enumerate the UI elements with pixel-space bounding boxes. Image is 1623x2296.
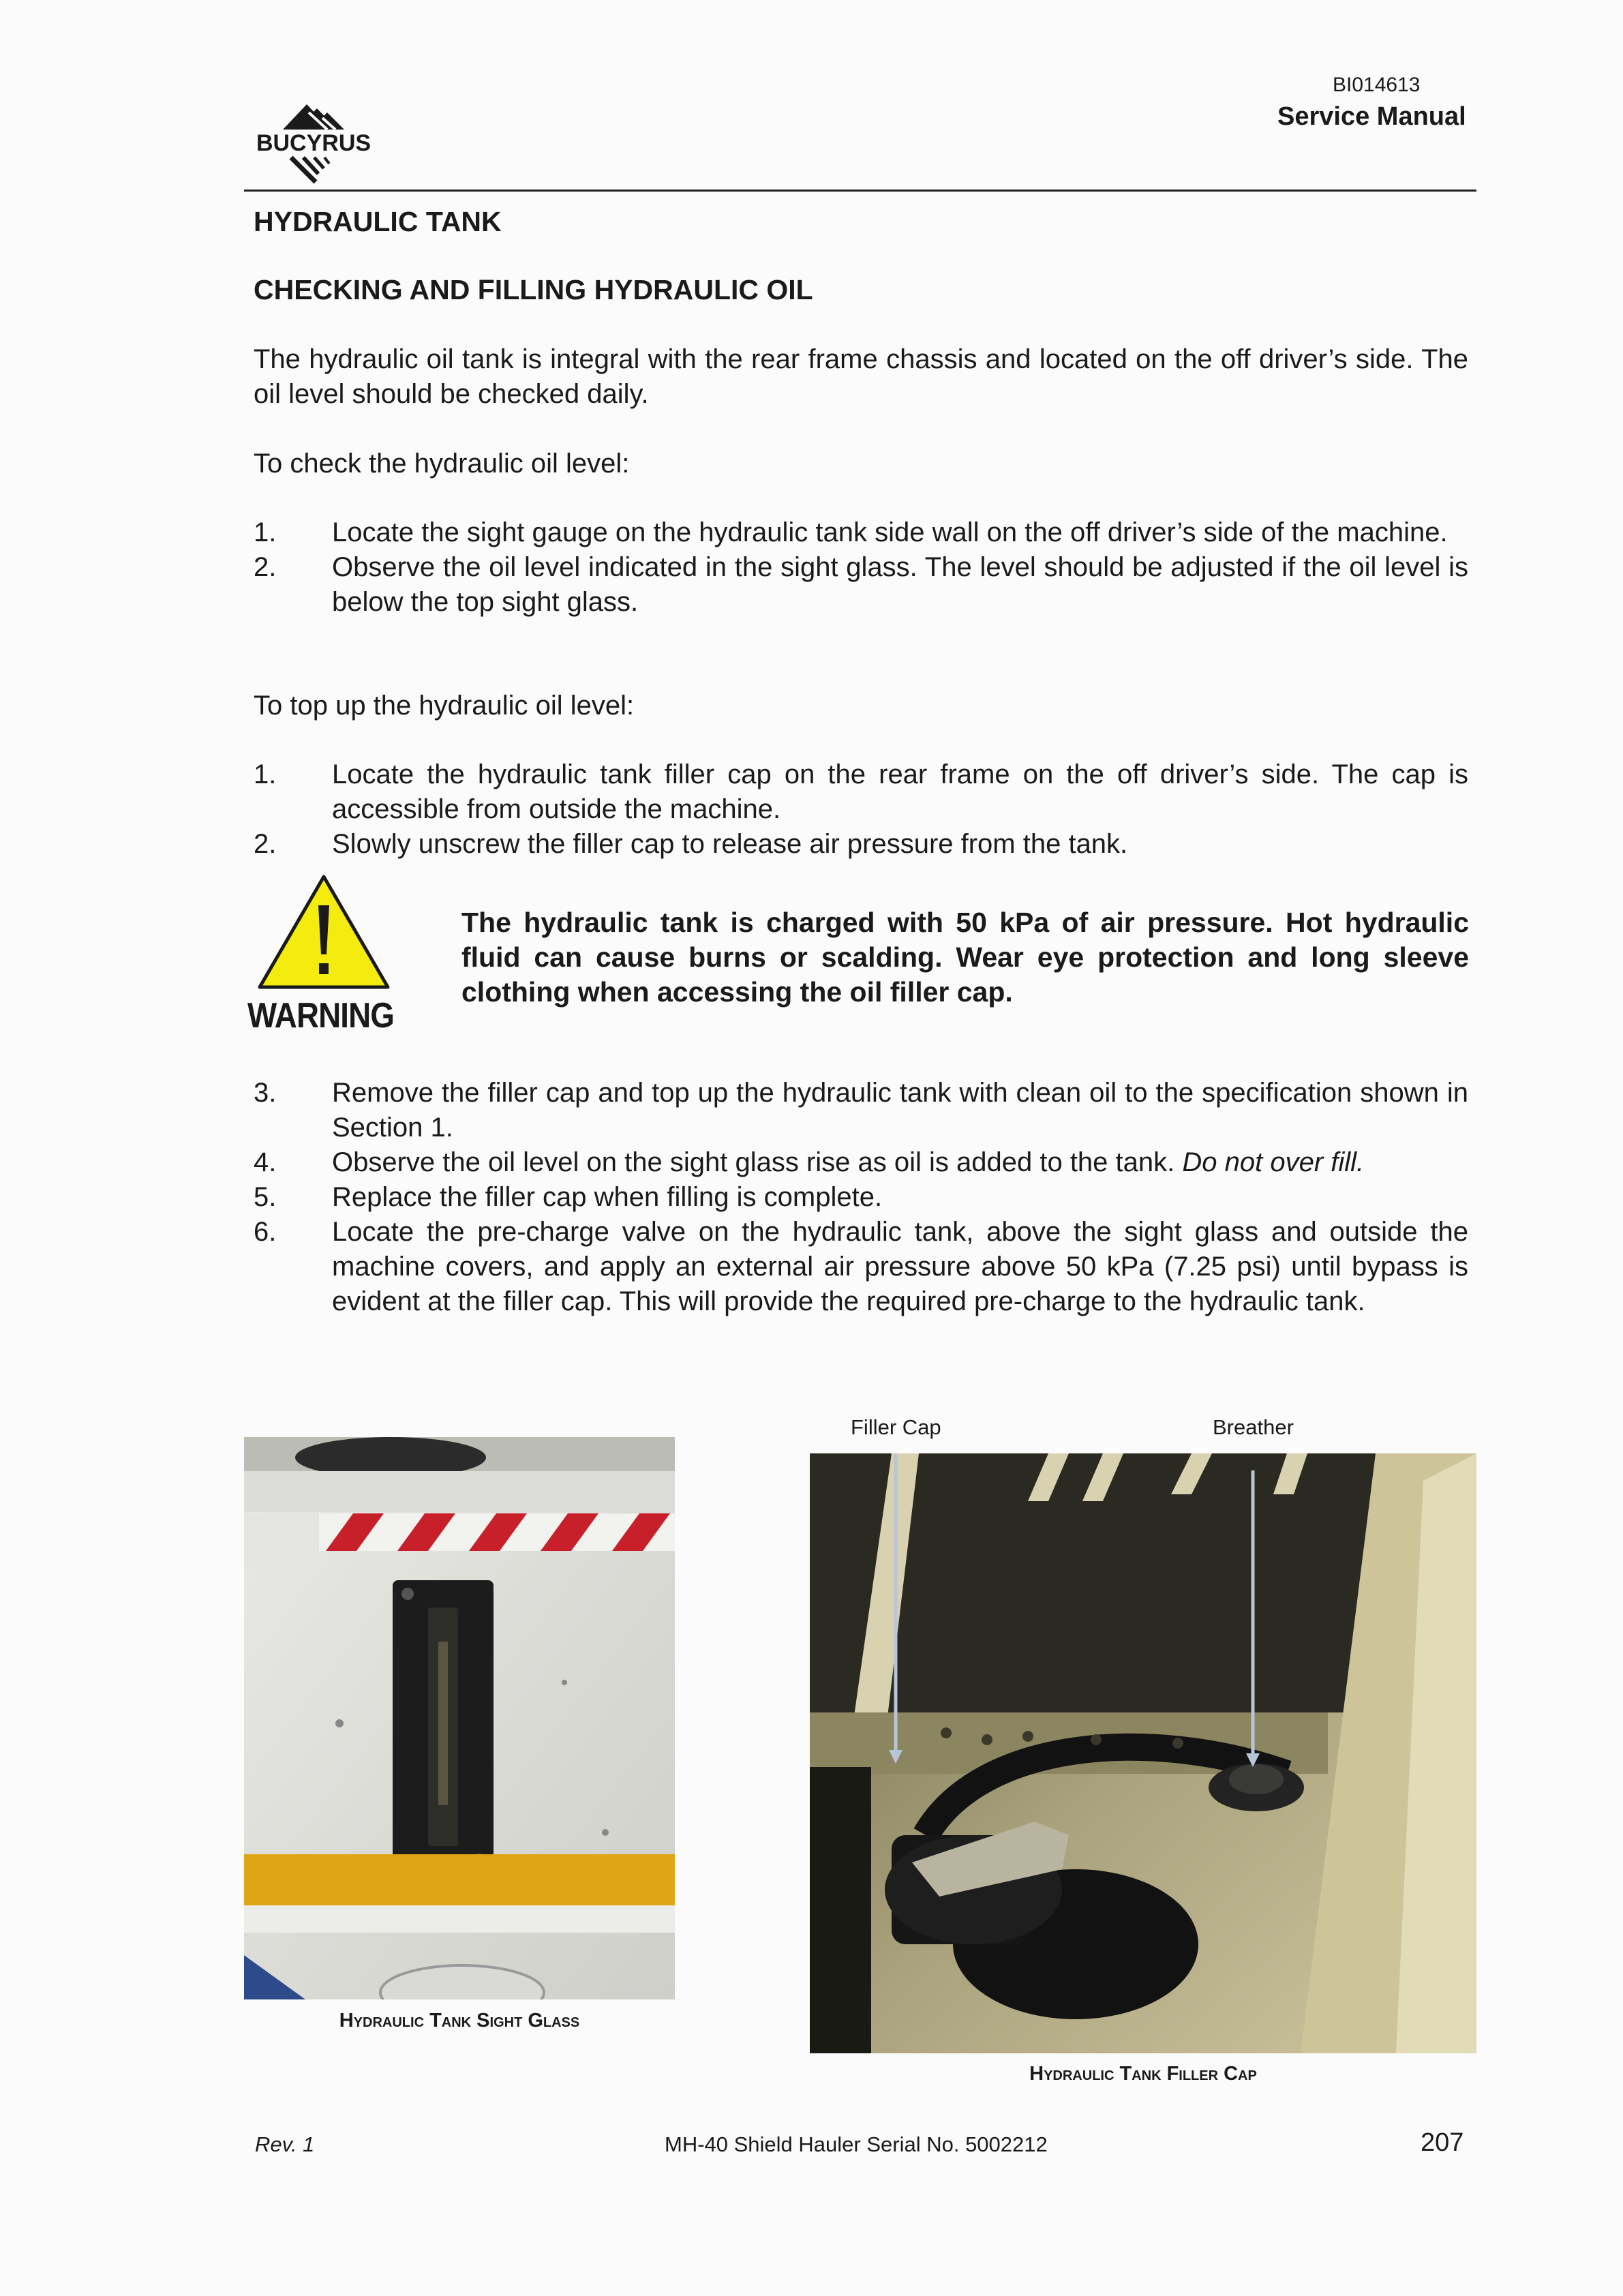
step-number: 3.: [254, 1078, 277, 1108]
filler-cap-caption: Hydraulic Tank Filler Cap: [1029, 2063, 1257, 2085]
topup-steps-list: [254, 757, 1468, 862]
step-text: Locate the hydraulic tank filler cap on the rear frame on the off driver’s side. The cap is accessible from outside the machine.: [332, 759, 1468, 824]
filler-cap-label: Filler Cap: [851, 1415, 941, 1439]
step-number: 2.: [254, 829, 277, 859]
document-id: BI014613: [1333, 74, 1421, 96]
warning-label: WARNING: [247, 996, 395, 1036]
topup-lead: To top up the hydraulic oil level:: [254, 691, 635, 721]
step-number: 2.: [254, 552, 277, 582]
sight-glass-photo: [244, 1437, 675, 1999]
section-title: HYDRAULIC TANK: [254, 206, 502, 237]
sight-glass-caption: Hydraulic Tank Sight Glass: [339, 2010, 580, 2031]
serial-number: MH-40 Shield Hauler Serial No. 5002212: [665, 2132, 1048, 2156]
filler-cap-photo: [810, 1453, 1476, 2053]
step-text: Locate the pre-charge valve on the hydraulic tank, above the sight glass and outside the machine covers, and apply an external air pressure above 50 kPa (7.25 psi) until bypass is evident at the filler cap. This will provide the required pre-charge to the hydraulic tank.: [332, 1217, 1468, 1316]
page-number: 207: [1421, 2128, 1464, 2157]
list-item: [254, 1076, 1468, 1145]
list-item: [254, 1180, 1468, 1215]
step-number: 6.: [254, 1217, 277, 1247]
logo-wordmark: BUCYRUS: [256, 130, 371, 156]
step-emphasis: Do not over fill.: [1182, 1147, 1365, 1177]
list-item: [254, 757, 1468, 827]
step-number: 4.: [254, 1147, 277, 1177]
step-text: Locate the sight gauge on the hydraulic tank side wall on the off driver’s side of the machine.: [332, 517, 1448, 547]
step-text: Observe the oil level indicated in the sight glass. The level should be adjusted if the oil level is below the top sight glass.: [332, 552, 1468, 617]
breather-label: Breather: [1213, 1415, 1294, 1439]
step-number: 5.: [254, 1182, 277, 1212]
step-text: Observe the oil level on the sight glass rise as oil is added to the tank.: [332, 1147, 1183, 1177]
check-steps-list: [254, 515, 1468, 620]
step-number: 1.: [254, 517, 277, 547]
revision: Rev. 1: [255, 2132, 315, 2156]
warning-text: The hydraulic tank is charged with 50 kPa of air pressure. Hot hydraulic fluid can cause burns or scalding. Wear eye protection and long sleeve clothing when accessing the oil filler cap.: [461, 907, 1469, 1008]
manual-title: Service Manual: [1277, 102, 1466, 131]
step-text: Remove the filler cap and top up the hydraulic tank with clean oil to the specification shown in Section 1.: [332, 1078, 1468, 1143]
list-item: [254, 827, 1468, 862]
step-text: Replace the filler cap when filling is complete.: [332, 1182, 883, 1212]
warning-triangle-icon: [256, 873, 392, 992]
step-number: 1.: [254, 759, 277, 789]
list-item: [254, 515, 1468, 550]
list-item: [254, 1145, 1468, 1180]
list-item: [254, 1215, 1468, 1319]
topup-steps-continued: [254, 1076, 1468, 1319]
header-rule: [244, 190, 1476, 192]
subsection-title: CHECKING AND FILLING HYDRAULIC OIL: [254, 274, 813, 305]
check-lead: To check the hydraulic oil level:: [254, 449, 630, 479]
list-item: [254, 550, 1468, 620]
bucyrus-logo: [242, 99, 385, 187]
intro-paragraph: The hydraulic oil tank is integral with the rear frame chassis and located on the off driver’s side. The oil level should be checked daily.: [254, 344, 1468, 409]
step-text: Slowly unscrew the filler cap to release air pressure from the tank.: [332, 829, 1128, 859]
